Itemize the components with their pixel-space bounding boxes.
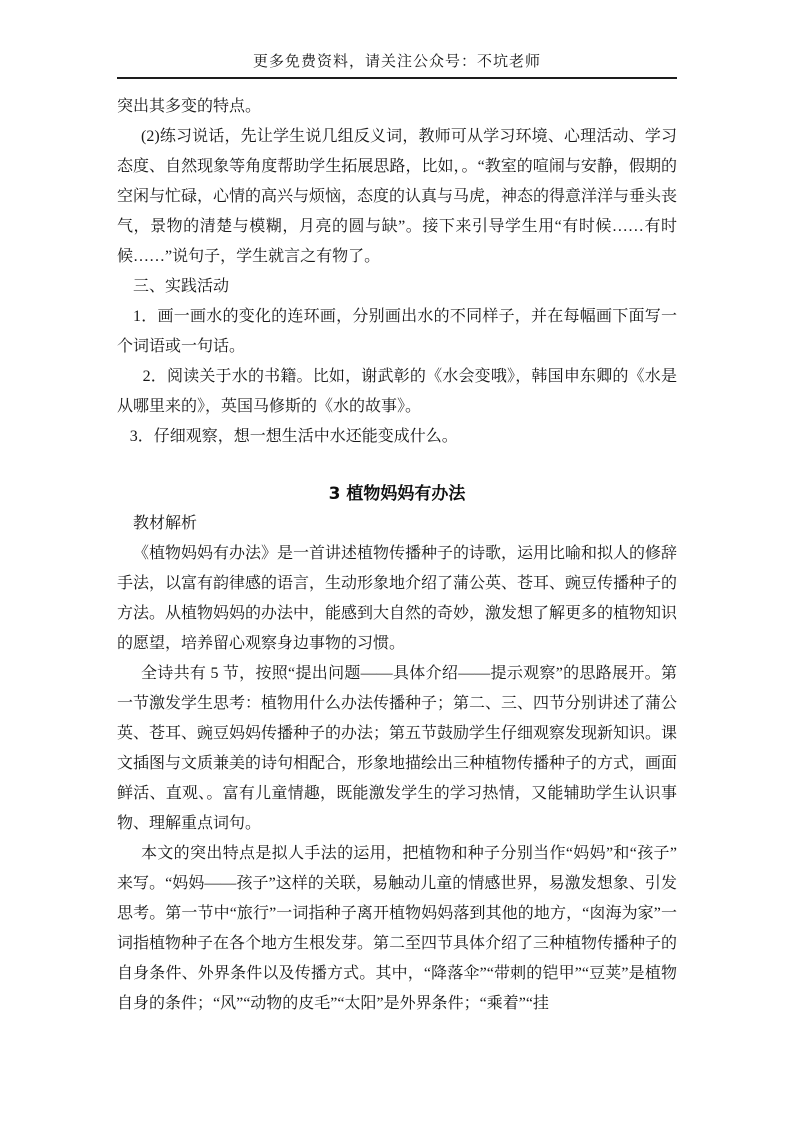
subheading-textbook-analysis: 教材解析 bbox=[133, 515, 198, 532]
paragraph-practice-speaking: (2)练习说话，先让学生说几组反义词，教师可从学习环境、心理活动、学习态度、自然现象等角度帮助学生拓展思路，比如，。“教室的喧闹与安静，假期的空闲与忙碌，心情的高兴与烦恼，态度的认真与马虎，神态的得意洋洋与垂头丧气，景物的清楚与模糊，月亮的圆与缺”。接下来引导学生用“有时候……有时候……”说句子，学生就言之有物了。 bbox=[117, 128, 678, 265]
list-item-1: 1．画一画水的变化的连环画，分别画出水的不同样子，并在每幅画下面写一个词语或一句话。 bbox=[117, 308, 677, 355]
header-promo-text: 更多免费资料，请关注公众号：不坑老师 bbox=[252, 54, 541, 70]
page-header bbox=[117, 50, 677, 77]
document-body bbox=[117, 79, 677, 1019]
paragraph-features: 本文的突出特点是拟人手法的运用，把植物和种子分别当作“妈妈”和“孩子”来写。“妈妈——孩子”这样的关联，易触动儿童的情感世界，易激发想象、引发思考。第一节中“旅行”一词指种子离开植物妈妈落到其他的地方，“囱海为家”一词指植物种子在各个地方生根发芽。第二至四节具体介绍了三种植物传播种子的自身条件、外界条件以及传播方式。其中，“降落伞”“带刺的铠甲”“豆荚”是植物自身的条件；“风”“动物的皮毛”“太阳”是外界条件；“乘着”“挂 bbox=[117, 845, 678, 1012]
subheading-practice-activities: 三、实践活动 bbox=[133, 278, 230, 295]
section-heading: 3 植物妈妈有办法 bbox=[328, 484, 466, 504]
paragraph-continuation: 突出其多变的特点。 bbox=[117, 98, 262, 115]
list-item-2: 2．阅读关于水的书籍。比如，谢武彰的《水会变哦》，韩国申东卿的《水是从哪里来的》，英国马修斯的《水的故事》。 bbox=[117, 368, 677, 415]
paragraph-overview: 《植物妈妈有办法》是一首讲述植物传播种子的诗歌，运用比喻和拟人的修辞手法，以富有韵律感的语言，生动形象地介绍了蒲公英、苍耳、豌豆传播种子的方法。从植物妈妈的办法中，能感到大自然的奇妙，激发想了解更多的植物知识的愿望，培养留心观察身边事物的习惯。 bbox=[117, 545, 678, 652]
list-item-3: 3．仔细观察，想一想生活中水还能变成什么。 bbox=[129, 428, 458, 445]
paragraph-structure: 全诗共有 5 节，按照“提出问题——具体介绍——提示观察”的思路展开。第一节激发学生思考：植物用什么办法传播种子；第二、三、四节分别讲述了蒲公英、苍耳、豌豆妈妈传播种子的办法；第五节鼓励学生仔细观察发现新知识。课文插图与文质兼美的诗句相配合，形象地描绘出三种植物传播种子的方式，画面鲜活、直观、。富有儿童情趣，既能激发学生的学习热情，又能辅助学生认识事物、理解重点词句。 bbox=[117, 665, 678, 832]
